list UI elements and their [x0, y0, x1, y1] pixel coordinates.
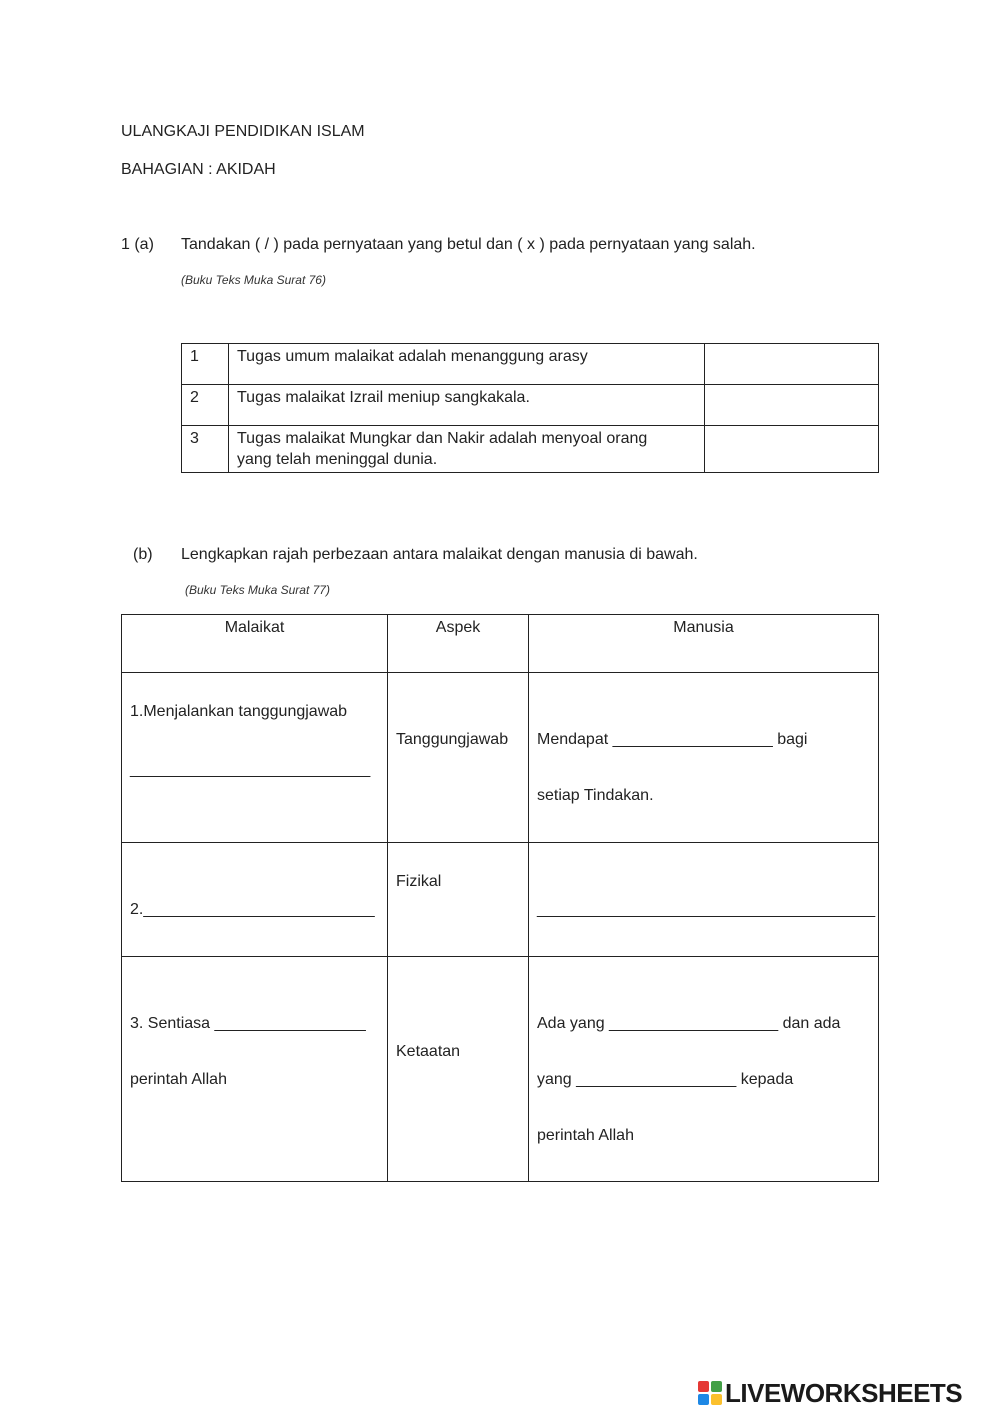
- statement-line: Tugas malaikat Izrail meniup sangkakala.: [237, 389, 530, 406]
- worksheet-title: ULANGKAJI PENDIDIKAN ISLAM: [121, 123, 365, 140]
- aspek-label: Fizikal: [396, 873, 442, 890]
- table-row: [182, 344, 879, 385]
- answer-blank[interactable]: ___________________________: [130, 761, 371, 778]
- table-header-row: [122, 615, 879, 673]
- aspek-label: Ketaatan: [396, 1043, 461, 1060]
- malaikat-cell: [122, 673, 388, 843]
- answer-box[interactable]: [705, 426, 879, 473]
- table-row: [122, 957, 879, 1182]
- answer-blank[interactable]: 2.__________________________: [130, 901, 375, 918]
- table-row: [182, 426, 879, 473]
- logo-grid-icon: [698, 1381, 722, 1405]
- cell-line: perintah Allah: [537, 1127, 634, 1144]
- manusia-cell: [529, 957, 879, 1182]
- true-false-table: [181, 343, 879, 473]
- logo-text: LIVEWORKSHEETS: [725, 1377, 963, 1408]
- statement-line: yang telah meninggal dunia.: [237, 451, 438, 468]
- statement: [229, 426, 705, 473]
- row-number: 3: [182, 426, 229, 473]
- table-row: [182, 385, 879, 426]
- logo-square: [711, 1381, 722, 1392]
- table-row: [122, 843, 879, 957]
- answer-blank[interactable]: 3. Sentiasa _________________: [130, 1015, 366, 1032]
- malaikat-cell: [122, 957, 388, 1182]
- cell-line: setiap Tindakan.: [537, 787, 654, 804]
- question-1b-number: (b): [133, 546, 153, 563]
- question-1b-reference: (Buku Teks Muka Surat 77): [185, 583, 330, 597]
- liveworksheets-logo: [698, 1378, 962, 1408]
- header-manusia: Manusia: [529, 615, 879, 673]
- statement: [229, 344, 705, 385]
- row-number: 2: [182, 385, 229, 426]
- logo-square: [698, 1394, 709, 1405]
- manusia-cell: [529, 673, 879, 843]
- worksheet-section: BAHAGIAN : AKIDAH: [121, 161, 276, 178]
- answer-blank[interactable]: yang __________________ kepada: [537, 1071, 794, 1088]
- aspek-cell: [388, 843, 529, 957]
- question-1a-number: 1 (a): [121, 236, 154, 253]
- statement: [229, 385, 705, 426]
- cell-line: 1.Menjalankan tanggungjawab: [130, 703, 348, 720]
- answer-blank[interactable]: Ada yang ___________________ dan ada: [537, 1015, 841, 1032]
- comparison-table: [121, 614, 879, 1182]
- question-1a-instruction: Tandakan ( / ) pada pernyataan yang betul dan ( x ) pada pernyataan yang salah.: [181, 236, 756, 253]
- statement-line: Tugas malaikat Mungkar dan Nakir adalah menyoal orang: [237, 430, 648, 447]
- header-aspek: Aspek: [388, 615, 529, 673]
- aspek-label: Tanggungjawab: [396, 731, 509, 748]
- statement-line: Tugas umum malaikat adalah menanggung arasy: [237, 348, 588, 365]
- table-row: [122, 673, 879, 843]
- question-1b-instruction: Lengkapkan rajah perbezaan antara malaikat dengan manusia di bawah.: [181, 546, 698, 563]
- logo-square: [698, 1381, 709, 1392]
- manusia-cell: [529, 843, 879, 957]
- logo-square: [711, 1394, 722, 1405]
- answer-box[interactable]: [705, 385, 879, 426]
- header-malaikat: Malaikat: [122, 615, 388, 673]
- row-number: 1: [182, 344, 229, 385]
- aspek-cell: [388, 673, 529, 843]
- malaikat-cell: [122, 843, 388, 957]
- answer-blank[interactable]: Mendapat __________________ bagi: [537, 731, 808, 748]
- question-1a-reference: (Buku Teks Muka Surat 76): [181, 273, 326, 287]
- aspek-cell: [388, 957, 529, 1182]
- answer-blank[interactable]: ______________________________________: [537, 901, 876, 918]
- answer-box[interactable]: [705, 344, 879, 385]
- cell-line: perintah Allah: [130, 1071, 227, 1088]
